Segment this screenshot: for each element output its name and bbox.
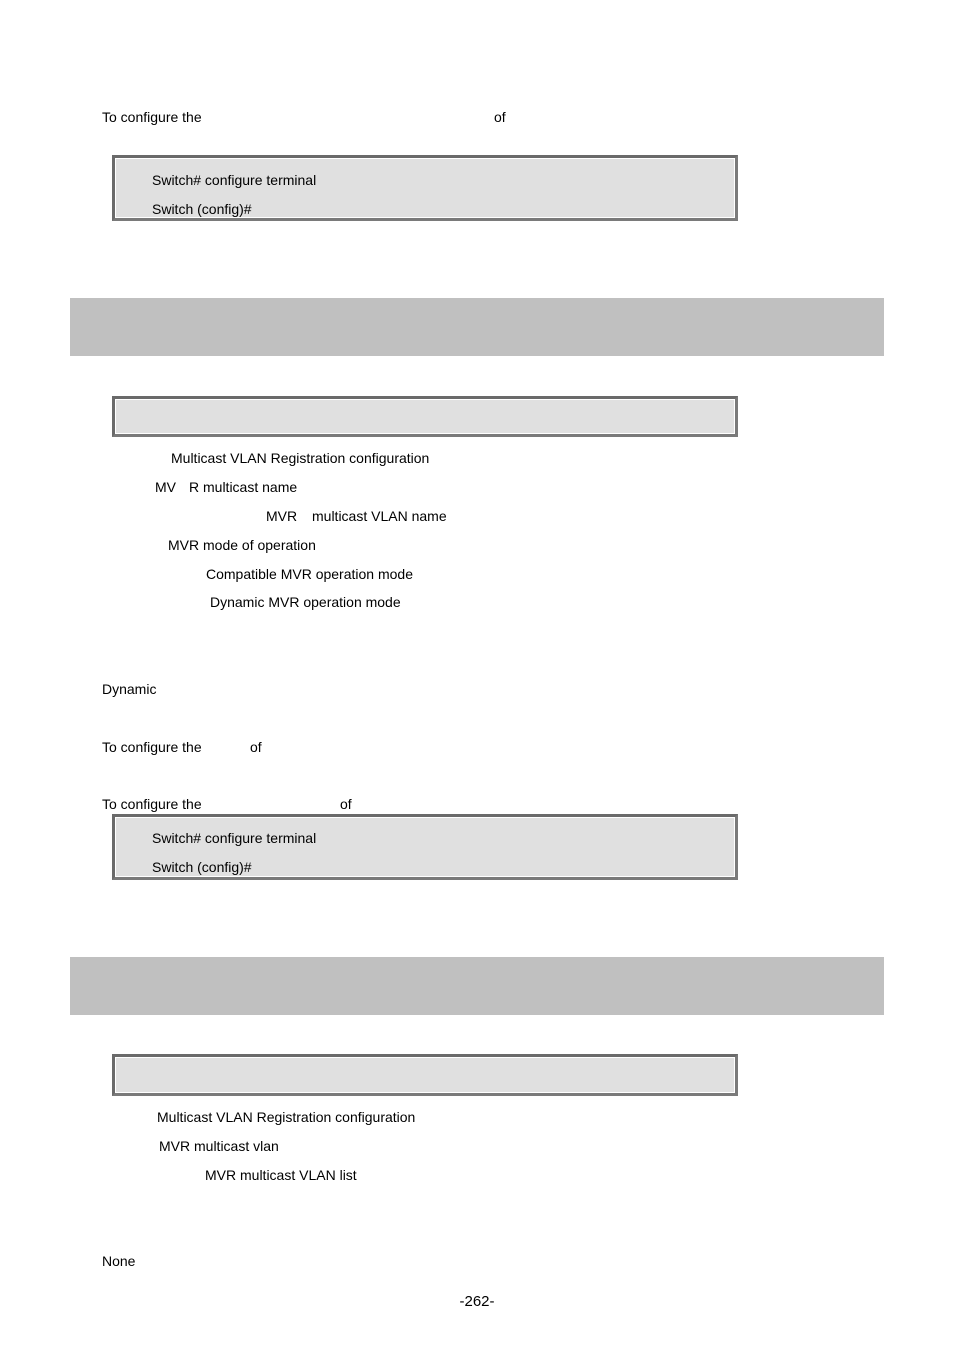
param-description: MV [155, 479, 176, 495]
page-number: -262- [459, 1293, 495, 1310]
param-description: R multicast name [189, 479, 298, 495]
code-example-box [112, 814, 738, 880]
example-intro-of: of [340, 796, 352, 812]
code-example-box [112, 155, 738, 221]
command-syntax-box [112, 1054, 738, 1096]
usage-of: of [250, 739, 262, 755]
code-line: Switch# configure terminal [152, 172, 317, 188]
param-description: multicast VLAN name [312, 508, 447, 524]
example-intro-of: of [494, 109, 506, 125]
code-line: Switch (config)# [152, 201, 252, 217]
default-value: Dynamic [102, 681, 157, 697]
code-line: Switch# configure terminal [152, 830, 317, 846]
default-value: None [102, 1253, 136, 1269]
param-description: MVR multicast VLAN list [205, 1167, 357, 1183]
param-description: Compatible MVR operation mode [206, 566, 413, 582]
example-intro-text: To configure the [102, 796, 202, 812]
param-description: MVR multicast vlan [159, 1138, 279, 1154]
param-description: MVR [266, 508, 298, 524]
example-intro-text: To configure the [102, 109, 202, 125]
command-syntax-box [112, 396, 738, 437]
command-heading-band [70, 957, 884, 1015]
param-description: Multicast VLAN Registration configuration [171, 450, 430, 466]
param-description: Dynamic MVR operation mode [210, 594, 401, 610]
usage-text: To configure the [102, 739, 202, 755]
param-description: Multicast VLAN Registration configuration [157, 1109, 416, 1125]
command-heading-band [70, 298, 884, 356]
param-description: MVR mode of operation [168, 537, 316, 553]
code-line: Switch (config)# [152, 859, 252, 875]
